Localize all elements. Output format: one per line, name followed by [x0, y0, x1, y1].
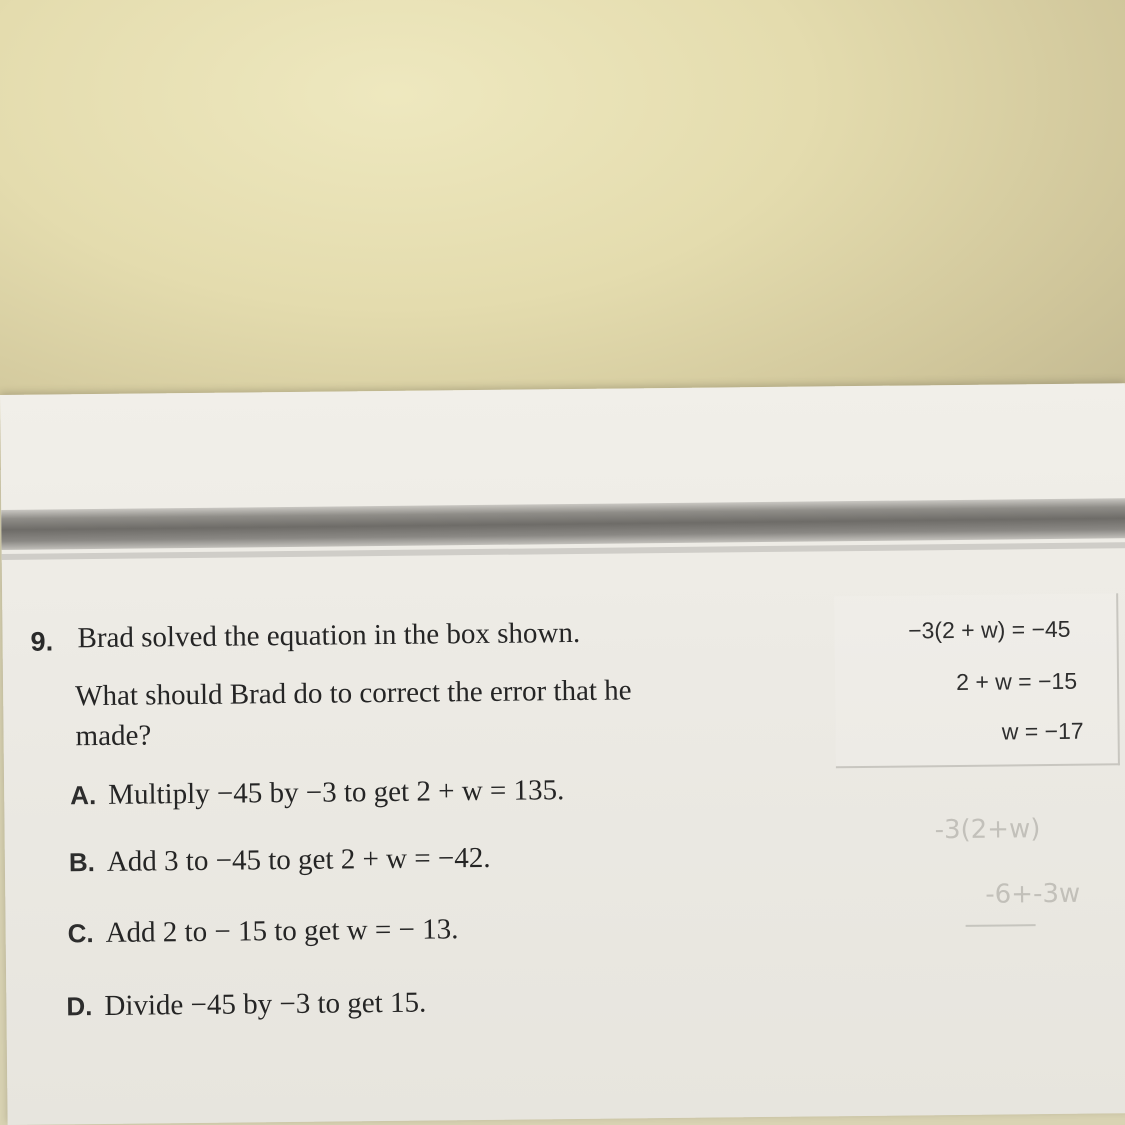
choice-text: Divide −45 by −3 to get 15.: [104, 986, 427, 1022]
choice-letter: B.: [68, 847, 96, 878]
pencil-underline: [966, 924, 1036, 927]
question-prompt: What should Brad do to correct the error that he made?: [74, 674, 632, 753]
choice-text: Add 3 to −45 to get 2 + w = −42.: [106, 841, 491, 878]
choice-letter: C.: [67, 918, 94, 949]
choice-text: Add 2 to − 15 to get w = − 13.: [105, 913, 459, 949]
equation-line-2: 2 + w = −15: [956, 667, 1078, 696]
question-stem: Brad solved the equation in the box shown.: [77, 616, 581, 655]
worksheet-page: [0, 383, 1125, 1125]
choice-text: Multiply −45 by −3 to get 2 + w = 135.: [108, 774, 565, 811]
equation-box: [834, 593, 1120, 768]
equation-line-3: w = −17: [1001, 717, 1084, 745]
choice-letter: D.: [66, 991, 93, 1022]
pencil-scratch-2: -6+-3w: [985, 878, 1081, 910]
choice-letter: A.: [70, 780, 97, 811]
answer-choice-c[interactable]: [67, 913, 458, 950]
equation-line-1: −3(2 + w) = −45: [907, 615, 1071, 644]
section-divider-band: [1, 498, 1125, 550]
pencil-scratch-1: -3(2+w): [934, 814, 1041, 846]
question-number: 9.: [30, 626, 54, 657]
answer-choice-d[interactable]: [66, 987, 426, 1024]
answer-choice-b[interactable]: [69, 842, 491, 879]
answer-choice-a[interactable]: [70, 774, 564, 812]
